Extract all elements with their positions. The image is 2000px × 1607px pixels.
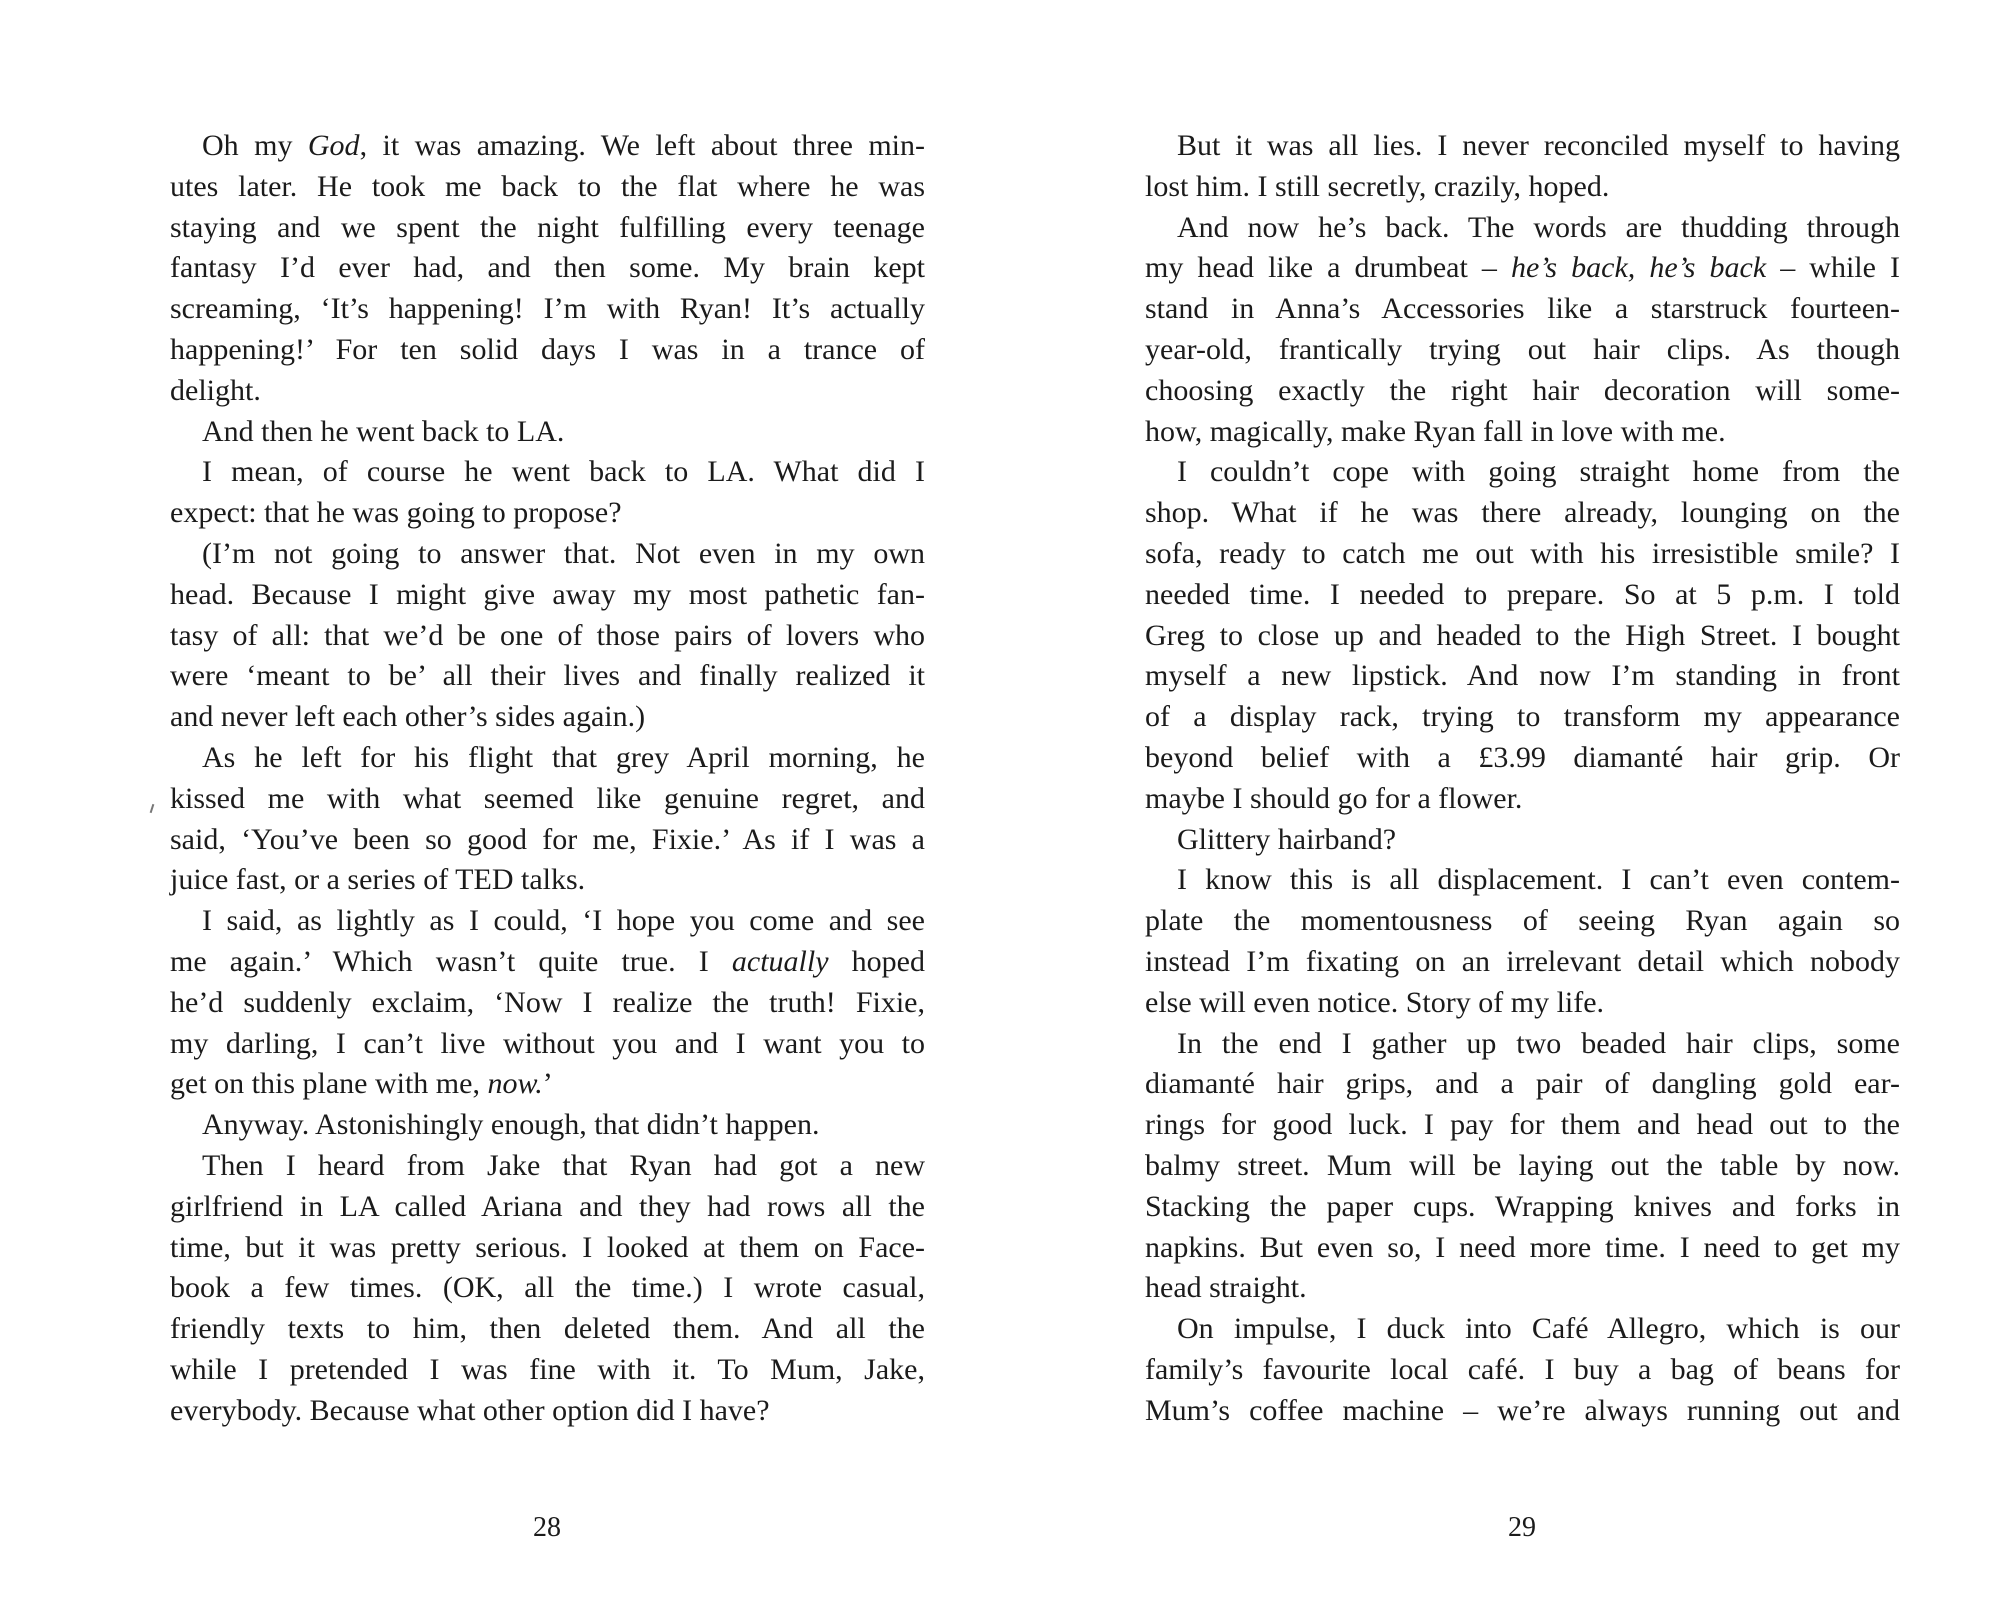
- text-line: [170, 126, 925, 167]
- text-line: [1145, 534, 1900, 575]
- text-run: shop. What if he was there already, lounging on the: [1145, 496, 1900, 530]
- text-run: girlfriend in LA called Ariana and they had rows all the: [170, 1189, 925, 1223]
- text-run: delight.: [170, 373, 261, 407]
- right-page-text: [1145, 126, 1900, 1432]
- text-run: balmy street. Mum will be laying out the table by now.: [1145, 1148, 1900, 1182]
- text-line: [1145, 1105, 1900, 1146]
- text-run: beyond belief with a £3.99 diamanté hair grip. Or: [1145, 740, 1900, 774]
- text-line: [1145, 452, 1900, 493]
- text-run: myself a new lipstick. And now I’m standing in front: [1145, 659, 1900, 693]
- text-run: time, but it was pretty serious. I looked at them on Face-: [170, 1230, 925, 1264]
- text-run: while I pretended I was fine with it. To Mum, Jake,: [170, 1352, 925, 1386]
- text-run: plate the momentousness of seeing Ryan again so: [1145, 904, 1900, 938]
- page-number-left: 28: [533, 1512, 561, 1543]
- text-line: [1145, 779, 1900, 820]
- text-line: [170, 1064, 925, 1105]
- text-run: how, magically, make Ryan fall in love with me.: [1145, 414, 1726, 448]
- text-line: [170, 208, 925, 249]
- text-run: else will even notice. Story of my life.: [1145, 985, 1605, 1019]
- text-line: [170, 1024, 925, 1065]
- text-line: [1145, 901, 1900, 942]
- text-run: juice fast, or a series of TED talks.: [170, 863, 586, 897]
- text-run: Mum’s coffee machine – we’re always running out and: [1145, 1393, 1900, 1427]
- text-run: expect: that he was going to propose?: [170, 496, 622, 530]
- text-run: were ‘meant to be’ all their lives and finally realized it: [170, 659, 925, 693]
- text-line: [170, 289, 925, 330]
- text-line: [1145, 738, 1900, 779]
- text-run: my darling, I can’t live without you and I want you to: [170, 1026, 925, 1060]
- text-run: Greg to close up and headed to the High Street. I bought: [1145, 618, 1900, 652]
- text-line: [1145, 656, 1900, 697]
- text-line: [1145, 248, 1900, 289]
- text-run: On impulse, I duck into Café Allegro, which is our: [1177, 1312, 1900, 1346]
- text-line: [170, 1105, 925, 1146]
- text-run: Anyway. Astonishingly enough, that didn’t happen.: [202, 1108, 820, 1142]
- text-line: [170, 1228, 925, 1269]
- text-line: [1145, 493, 1900, 534]
- text-run: I couldn’t cope with going straight home from the: [1177, 455, 1900, 489]
- text-line: [170, 452, 925, 493]
- text-run: – while I: [1766, 251, 1900, 285]
- text-run: happening!’ For ten solid days I was in a trance of: [170, 332, 925, 366]
- text-line: [1145, 289, 1900, 330]
- text-run: tasy of all: that we’d be one of those pairs of lovers who: [170, 618, 925, 652]
- text-line: [170, 616, 925, 657]
- text-run: Stacking the paper cups. Wrapping knives and forks in: [1145, 1189, 1900, 1223]
- text-run: kissed me with what seemed like genuine regret, and: [170, 781, 925, 815]
- text-line: [170, 1391, 925, 1432]
- text-run: choosing exactly the right hair decoration will some-: [1145, 373, 1900, 407]
- text-run: head. Because I might give away my most pathetic fan-: [170, 577, 925, 611]
- text-line: [1145, 983, 1900, 1024]
- text-run: stand in Anna’s Accessories like a starstruck fourteen-: [1145, 292, 1900, 326]
- page-number-right: 29: [1508, 1512, 1536, 1543]
- text-line: [1145, 1309, 1900, 1350]
- text-line: [170, 575, 925, 616]
- margin-mark: [150, 804, 155, 813]
- text-run: And then he went back to LA.: [202, 414, 565, 448]
- text-line: [170, 942, 925, 983]
- text-run: head straight.: [1145, 1271, 1307, 1305]
- text-run: book a few times. (OK, all the time.) I wrote casual,: [170, 1271, 925, 1305]
- text-line: [170, 983, 925, 1024]
- text-run: rings for good luck. I pay for them and head out to the: [1145, 1108, 1900, 1142]
- text-run: And now he’s back. The words are thudding through: [1177, 210, 1900, 244]
- italic-text-run: now.: [487, 1067, 543, 1101]
- italic-text-run: God: [307, 129, 360, 162]
- text-line: [170, 656, 925, 697]
- text-line: [1145, 412, 1900, 453]
- text-run: he’d suddenly exclaim, ‘Now I realize the truth! Fixie,: [170, 985, 925, 1019]
- text-line: [170, 493, 925, 534]
- text-line: [1145, 697, 1900, 738]
- italic-text-run: he’s back, he’s back: [1510, 251, 1767, 285]
- text-line: [170, 534, 925, 575]
- text-line: [170, 1146, 925, 1187]
- text-run: said, ‘You’ve been so good for me, Fixie.’ As if I was a: [170, 822, 925, 856]
- text-line: [1145, 616, 1900, 657]
- text-line: [170, 167, 925, 208]
- text-line: [1145, 1228, 1900, 1269]
- text-run: napkins. But even so, I need more time. I need to get my: [1145, 1230, 1900, 1264]
- right-page: [1000, 0, 2000, 1607]
- text-run: In the end I gather up two beaded hair clips, some: [1177, 1026, 1900, 1060]
- text-line: [170, 371, 925, 412]
- text-run: screaming, ‘It’s happening! I’m with Ryan! It’s actually: [170, 292, 925, 326]
- text-run: As he left for his flight that grey April morning, he: [202, 740, 925, 774]
- text-run: , it was amazing. We left about three min-: [359, 129, 925, 162]
- text-run: I mean, of course he went back to LA. What did I: [202, 455, 925, 489]
- text-run: maybe I should go for a flower.: [1145, 781, 1523, 815]
- text-run: of a display rack, trying to transform my appearance: [1145, 700, 1900, 734]
- text-line: [1145, 1350, 1900, 1391]
- text-run: friendly texts to him, then deleted them. And all the: [170, 1312, 925, 1346]
- left-page-text: [170, 126, 925, 1432]
- text-run: Oh my: [202, 129, 308, 162]
- text-run: I know this is all displacement. I can’t even contem-: [1177, 863, 1900, 897]
- text-run: Glittery hairband?: [1177, 822, 1397, 856]
- text-line: [170, 248, 925, 289]
- text-line: [170, 1309, 925, 1350]
- text-line: [170, 779, 925, 820]
- text-run: I said, as lightly as I could, ‘I hope you come and see: [202, 904, 925, 938]
- text-line: [1145, 1391, 1900, 1432]
- text-run: needed time. I needed to prepare. So at 5 p.m. I told: [1145, 577, 1900, 611]
- text-line: [170, 330, 925, 371]
- text-run: Then I heard from Jake that Ryan had got a new: [202, 1148, 925, 1182]
- text-line: [1145, 330, 1900, 371]
- text-run: (I’m not going to answer that. Not even in my own: [202, 536, 925, 570]
- text-run: hoped: [828, 944, 925, 978]
- text-line: [170, 1187, 925, 1228]
- text-run: my head like a drumbeat –: [1145, 251, 1511, 285]
- text-line: [1145, 126, 1900, 167]
- text-run: utes later. He took me back to the flat where he was: [170, 169, 925, 203]
- text-line: [1145, 167, 1900, 208]
- text-run: staying and we spent the night fulfilling every teenage: [170, 210, 925, 244]
- text-line: [1145, 1187, 1900, 1228]
- text-line: [170, 412, 925, 453]
- text-line: [1145, 208, 1900, 249]
- text-line: [1145, 371, 1900, 412]
- text-line: [1145, 860, 1900, 901]
- text-run: family’s favourite local café. I buy a bag of beans for: [1145, 1352, 1900, 1386]
- text-run: and never left each other’s sides again.): [170, 700, 646, 734]
- text-line: [1145, 1064, 1900, 1105]
- text-line: [170, 1350, 925, 1391]
- text-run: lost him. I still secretly, crazily, hoped.: [1145, 169, 1610, 203]
- text-run: ’: [542, 1067, 553, 1101]
- text-run: instead I’m fixating on an irrelevant detail which nobody: [1145, 944, 1900, 978]
- text-line: [1145, 575, 1900, 616]
- text-line: [170, 820, 925, 861]
- italic-text-run: actually: [731, 944, 829, 978]
- text-line: [170, 860, 925, 901]
- text-line: [170, 1268, 925, 1309]
- text-run: get on this plane with me,: [170, 1067, 488, 1101]
- text-run: me again.’ Which wasn’t quite true. I: [170, 944, 732, 978]
- text-run: sofa, ready to catch me out with his irresistible smile? I: [1145, 536, 1900, 570]
- text-run: diamanté hair grips, and a pair of dangling gold ear-: [1145, 1067, 1900, 1101]
- text-line: [1145, 820, 1900, 861]
- text-line: [170, 738, 925, 779]
- text-run: fantasy I’d ever had, and then some. My brain kept: [170, 251, 925, 285]
- text-run: everybody. Because what other option did I have?: [170, 1393, 770, 1427]
- text-line: [170, 697, 925, 738]
- text-run: year-old, frantically trying out hair clips. As though: [1145, 332, 1900, 366]
- text-line: [1145, 1024, 1900, 1065]
- text-line: [170, 901, 925, 942]
- text-line: [1145, 1268, 1900, 1309]
- text-run: But it was all lies. I never reconciled myself to having: [1177, 129, 1900, 162]
- text-line: [1145, 1146, 1900, 1187]
- text-line: [1145, 942, 1900, 983]
